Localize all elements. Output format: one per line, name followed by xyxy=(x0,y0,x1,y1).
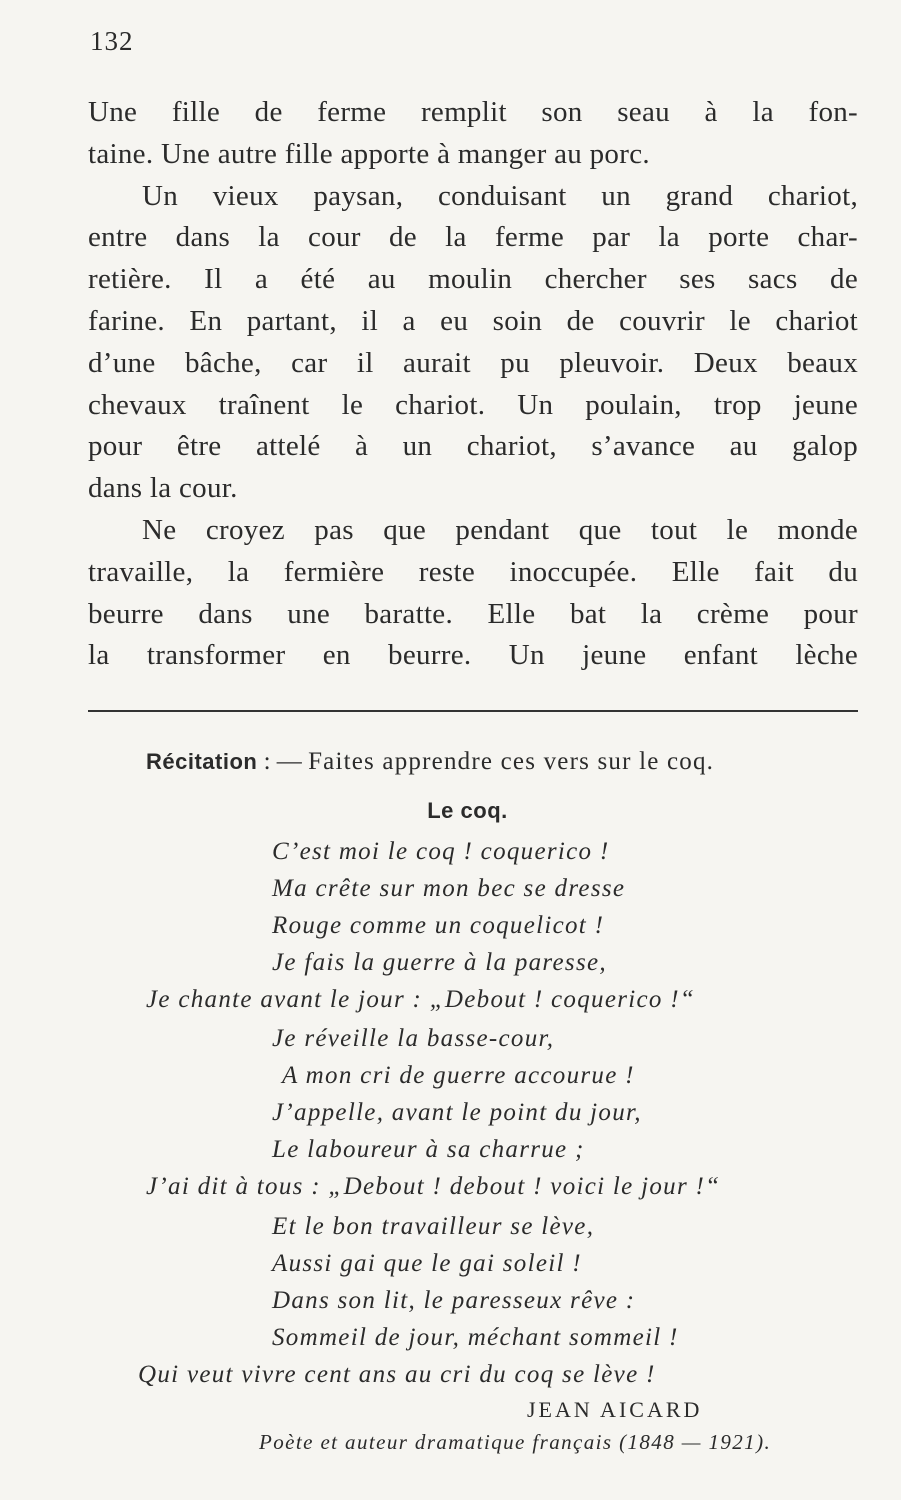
poem-line: J’ai dit à tous : „Debout ! debout ! voici le jour !“ xyxy=(146,1173,721,1200)
recitation-instruction: Faites apprendre ces vers sur le coq. xyxy=(308,748,715,775)
text-line: retière. Il a été au moulin chercher ses sacs de xyxy=(88,263,858,296)
text-line: dans la cour. xyxy=(88,472,238,505)
text-line: pour être attelé à un chariot, s’avance au galop xyxy=(88,430,858,463)
poem-line: Aussi gai que le gai soleil ! xyxy=(272,1250,582,1277)
text-line: taine. Une autre fille apporte à manger au porc. xyxy=(88,137,650,170)
poem-line: Je chante avant le jour : „Debout ! coquerico !“ xyxy=(146,986,696,1013)
divider xyxy=(88,710,858,712)
poem-line: Dans son lit, le paresseux rêve : xyxy=(272,1287,636,1314)
body-text xyxy=(88,92,858,677)
poem-line: Je fais la guerre à la paresse, xyxy=(272,949,607,976)
text-line: Un vieux paysan, conduisant un grand chariot, xyxy=(142,179,858,212)
poem-line: Qui veut vivre cent ans au cri du coq se lève ! xyxy=(138,1361,656,1388)
poem-line: Ma crête sur mon bec se dresse xyxy=(272,875,626,902)
text-line: beurre dans une baratte. Elle bat la crème pour xyxy=(88,597,858,630)
poem-line: Je réveille la basse-cour, xyxy=(272,1025,555,1052)
text-line: entre dans la cour de la ferme par la porte char- xyxy=(88,221,858,254)
page-number: 132 xyxy=(90,26,134,56)
recitation-heading xyxy=(146,748,866,776)
poem-line: J’appelle, avant le point du jour, xyxy=(272,1099,642,1126)
poem-line: Sommeil de jour, méchant sommeil ! xyxy=(272,1324,679,1351)
text-line: Ne croyez pas que pendant que tout le monde xyxy=(142,513,858,546)
text-line: travaille, la fermière reste inoccupée. Elle fait du xyxy=(88,555,858,588)
poem-line: A mon cri de guerre accourue ! xyxy=(282,1062,635,1089)
poem-line: Et le bon travailleur se lève, xyxy=(272,1213,595,1240)
author-description: Poète et auteur dramatique français (1848 — 1921). xyxy=(259,1430,772,1454)
text-line: d’une bâche, car il aurait pu pleuvoir. Deux beaux xyxy=(88,346,858,379)
poem-line: Le laboureur à sa charrue ; xyxy=(272,1136,585,1163)
recitation-separator: : — xyxy=(263,748,302,775)
poem-line: Rouge comme un coquelicot ! xyxy=(272,912,605,939)
poem-title: Le coq. xyxy=(427,798,508,823)
author-name: JEAN AICARD xyxy=(527,1397,703,1422)
text-line: Une fille de ferme remplit son seau à la fon- xyxy=(88,96,858,128)
text-line: farine. En partant, il a eu soin de couvrir le chariot xyxy=(88,304,858,337)
poem-line: C’est moi le coq ! coquerico ! xyxy=(272,838,610,865)
text-line: la transformer en beurre. Un jeune enfant lèche xyxy=(88,639,858,672)
recitation-label: Récitation xyxy=(146,749,258,774)
text-line: chevaux traînent le chariot. Un poulain, trop jeune xyxy=(88,388,858,421)
